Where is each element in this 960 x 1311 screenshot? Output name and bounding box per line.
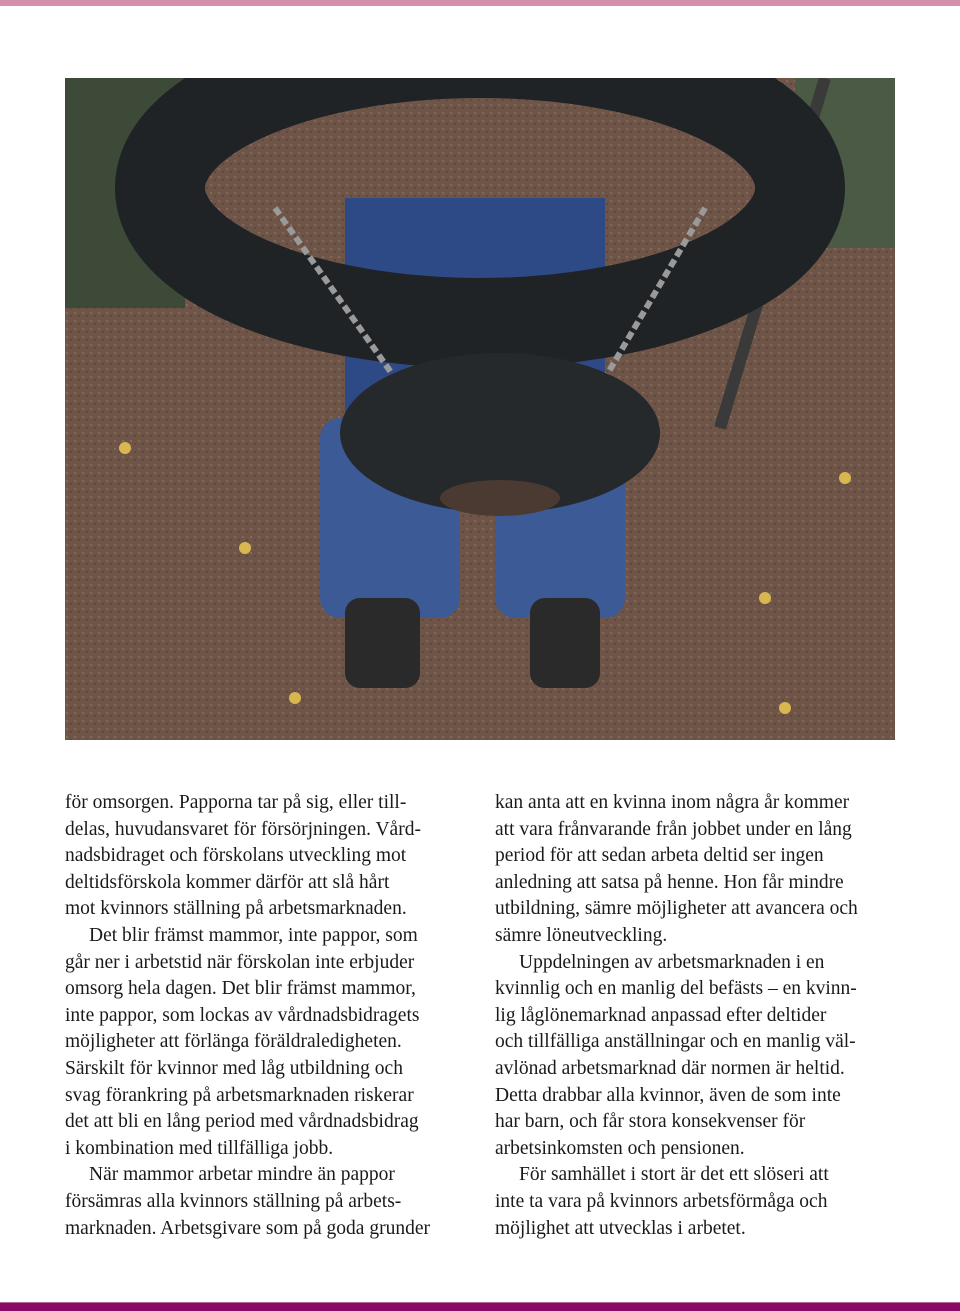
text-line: Detta drabbar alla kvinnor, även de som inte	[495, 1084, 841, 1106]
text-line: inte ta vara på kvinnors arbetsförmåga och	[495, 1190, 828, 1212]
top-accent-bar	[0, 0, 960, 6]
text-line: att vara frånvarande från jobbet under en lång	[495, 818, 852, 840]
text-line: och tillfälliga anställningar och en manlig väl-	[495, 1031, 856, 1053]
text-line: svag förankring på arbetsmarknaden riskerar	[65, 1084, 414, 1106]
text-line: period för att sedan arbeta deltid ser ingen	[495, 845, 824, 867]
text-line: kan anta att en kvinna inom några år kommer	[495, 792, 850, 813]
text-line: går ner i arbetstid när förskolan inte erbjuder	[65, 951, 415, 973]
text-line: det att bli en lång period med vårdnadsbidrag	[65, 1111, 419, 1133]
text-column-right	[495, 790, 905, 1242]
text-line: sämre löneutveckling.	[495, 924, 668, 946]
text-line: inte pappor, som lockas av vårdnadsbidragets	[65, 1004, 420, 1026]
text-line: kvinnlig och en manlig del befästs – en kvinn-	[495, 978, 857, 1000]
text-line: marknaden. Arbetsgivare som på goda grunder	[65, 1217, 430, 1239]
photo-child-on-tire-swing	[65, 78, 895, 740]
text-line: För samhället i stort är det ett slöseri att	[519, 1164, 829, 1186]
text-column-left	[65, 790, 465, 1242]
text-line: Uppdelningen av arbetsmarknaden i en	[519, 951, 825, 973]
text-line: omsorg hela dagen. Det blir främst mammor,	[65, 978, 416, 1000]
text-line: lig låglönemarknad anpassad efter deltider	[495, 1004, 827, 1026]
text-line: avlönad arbetsmarknad där normen är heltid.	[495, 1057, 845, 1079]
text-line: för omsorgen. Papporna tar på sig, eller till-	[65, 792, 407, 813]
text-line: deltidsförskola kommer därför att slå hårt	[65, 871, 390, 893]
text-line: mot kvinnors ställning på arbetsmarknaden.	[65, 898, 407, 920]
text-line: har barn, och får stora konsekvenser för	[495, 1111, 806, 1133]
text-line: försämras alla kvinnors ställning på arbets-	[65, 1190, 402, 1212]
text-line: delas, huvudansvaret för försörjningen. Vård-	[65, 818, 421, 840]
text-line: När mammor arbetar mindre än pappor	[89, 1164, 395, 1186]
text-line: nadsbidraget och förskolans utveckling mot	[65, 845, 407, 867]
text-line: arbetsinkomsten och pensionen.	[495, 1137, 745, 1159]
text-line: anledning att satsa på henne. Hon får mindre	[495, 871, 844, 893]
photo-illustration	[65, 78, 895, 740]
text-line: möjlighet att utvecklas i arbetet.	[495, 1217, 746, 1239]
text-line: Särskilt för kvinnor med låg utbildning och	[65, 1057, 403, 1079]
text-line: möjligheter att förlänga föräldraledigheten.	[65, 1031, 402, 1053]
text-line: Det blir främst mammor, inte pappor, som	[89, 924, 418, 946]
text-line: i kombination med tillfälliga jobb.	[65, 1137, 334, 1159]
text-line: utbildning, sämre möjligheter att avancera och	[495, 898, 858, 920]
